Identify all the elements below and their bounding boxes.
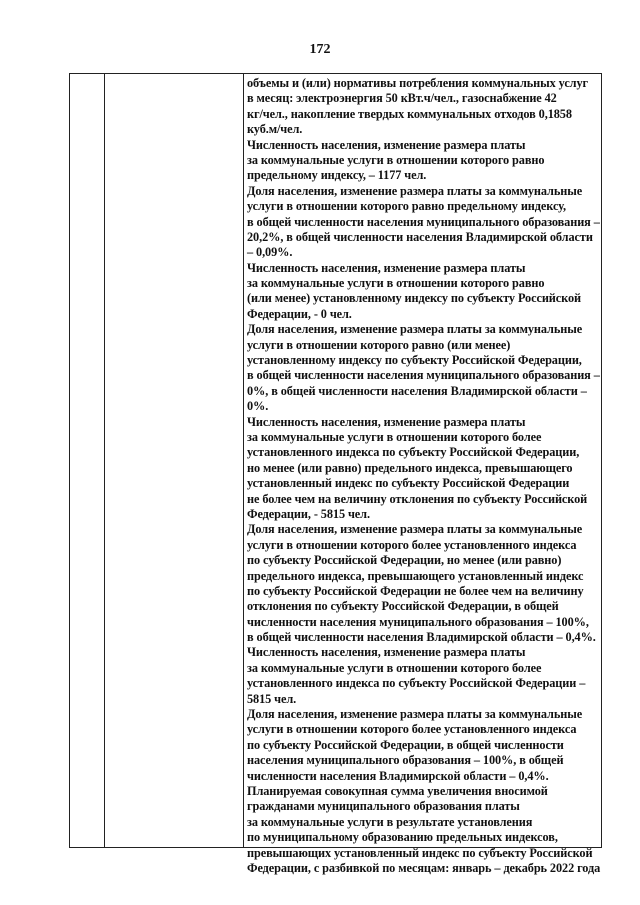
text-line: 5815 чел.	[247, 691, 297, 706]
document-table	[69, 73, 602, 875]
text-line: населения муниципального образования – 100%, в общей	[247, 753, 564, 768]
text-line: за коммунальные услуги в отношении которого более	[247, 660, 542, 675]
text-line: услуги в отношении которого равно предельному индексу,	[247, 199, 566, 214]
page-number: 172	[309, 42, 331, 57]
text-line: Доля населения, изменение размера платы за коммунальные	[247, 183, 583, 198]
text-line: Федерации, - 5815 чел.	[247, 506, 370, 521]
text-line: установленного индекса по субъекту Российской Федерации,	[247, 445, 580, 460]
text-line: по муниципальному образованию предельных индексов,	[247, 830, 558, 845]
text-line: объемы и (или) нормативы потребления коммунальных услуг	[247, 76, 589, 90]
column-divider	[243, 74, 244, 847]
text-line: гражданами муниципального образования платы	[247, 799, 520, 814]
text-line: в месяц: электроэнергия 50 кВт.ч/чел., газоснабжение 42	[247, 91, 557, 106]
text-line: по субъекту Российской Федерации, но менее (или равно)	[247, 553, 562, 568]
text-line: 20,2%, в общей численности населения Владимирской области	[247, 229, 593, 244]
text-line: превышающих установленный индекс по субъекту Российской	[247, 845, 593, 860]
table-cell-number	[70, 74, 104, 847]
text-line: в общей численности населения муниципального образования –	[247, 368, 600, 383]
text-line: услуги в отношении которого более установленного индекса	[247, 537, 577, 552]
text-line: Доля населения, изменение размера платы за коммунальные	[247, 322, 583, 337]
text-line: за коммунальные услуги в отношении которого равно	[247, 152, 545, 167]
text-line: в общей численности населения Владимирской области – 0,4%.	[247, 630, 596, 645]
text-line: Доля населения, изменение размера платы за коммунальные	[247, 522, 583, 537]
text-line: куб.м/чел.	[247, 122, 303, 137]
text-line: по субъекту Российской Федерации не более чем на величину	[247, 583, 584, 598]
text-line: Доля населения, изменение размера платы за коммунальные	[247, 707, 583, 722]
text-line: Численность населения, изменение размера платы	[247, 414, 526, 429]
text-line: численности населения Владимирской области – 0,4%.	[247, 768, 549, 783]
text-line: Планируемая совокупная сумма увеличения вносимой	[247, 783, 548, 798]
text-line: по субъекту Российской Федерации, в общей численности	[247, 737, 564, 752]
table-cell-text	[247, 76, 601, 876]
text-line: за коммунальные услуги в отношении которого более	[247, 429, 542, 444]
text-line: – 0,09%.	[247, 245, 293, 260]
text-line: но менее (или равно) предельного индекса, превышающего	[247, 460, 573, 475]
text-line: в общей численности населения муниципального образования –	[247, 214, 600, 229]
text-line: Численность населения, изменение размера платы	[247, 137, 526, 152]
text-line: установленный индекс по субъекту Российской Федерации	[247, 476, 570, 491]
text-line: установленного индекса по субъекту Российской Федерации –	[247, 676, 586, 691]
text-line: кг/чел., накопление твердых коммунальных отходов 0,1858	[247, 106, 572, 121]
text-line: Численность населения, изменение размера платы	[247, 260, 526, 275]
text-line: (или менее) установленному индексу по субъекту Российской	[247, 291, 582, 306]
text-line: за коммунальные услуги в отношении которого равно	[247, 276, 545, 291]
text-line: отклонения по субъекту Российской Федерации, в общей	[247, 599, 559, 614]
text-line: услуги в отношении которого равно (или менее)	[247, 337, 511, 352]
text-line: Федерации, - 0 чел.	[247, 306, 352, 321]
text-line: за коммунальные услуги в результате установления	[247, 814, 533, 829]
text-line: 0%.	[247, 399, 269, 414]
text-line: 0%, в общей численности населения Владимирской области –	[247, 383, 587, 398]
text-line: услуги в отношении которого более установленного индекса	[247, 722, 577, 737]
text-line: не более чем на величину отклонения по субъекту Российской	[247, 491, 588, 506]
text-line: предельного индекса, превышающего установленный индекс	[247, 568, 584, 583]
text-line: численности населения муниципального образования – 100%,	[247, 614, 589, 629]
text-line: установленному индексу по субъекту Российской Федерации,	[247, 353, 582, 368]
text-line: предельному индексу, – 1177 чел.	[247, 168, 427, 183]
table-cell-indicator	[105, 74, 243, 847]
text-line: Численность населения, изменение размера платы	[247, 645, 526, 660]
text-line: Федерации, с разбивкой по месяцам: январь – декабрь 2022 года	[247, 860, 601, 875]
